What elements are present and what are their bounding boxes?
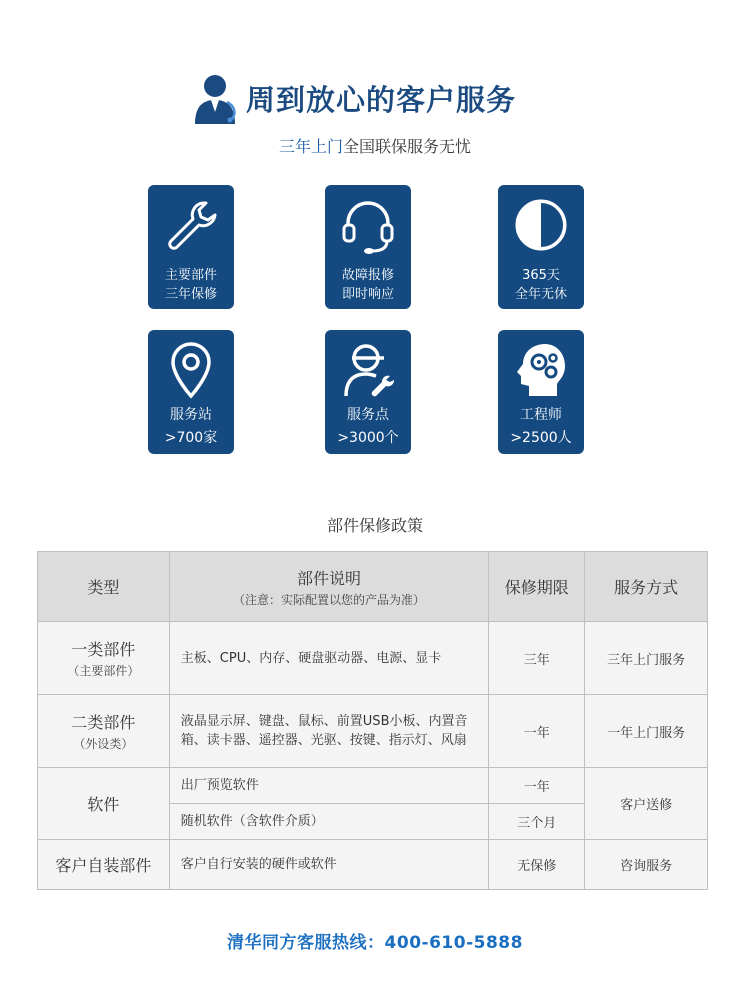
tile-sublabel: 全年无休 bbox=[514, 287, 567, 302]
tile-sublabel: >3000个 bbox=[337, 430, 399, 446]
row-method: 三年上门服务 bbox=[585, 622, 708, 695]
tile-label: 服务点 bbox=[347, 407, 389, 423]
page-header bbox=[0, 70, 750, 130]
headset-icon bbox=[338, 195, 398, 255]
half-circle-icon bbox=[511, 195, 571, 255]
page-title: 周到放心的客户服务 bbox=[246, 83, 517, 117]
tile-sublabel: 三年保修 bbox=[164, 287, 217, 302]
tile-sublabel: >700家 bbox=[164, 430, 218, 446]
page-subtitle bbox=[0, 134, 750, 157]
service-tile-engineers bbox=[498, 330, 584, 454]
row-type bbox=[38, 695, 170, 768]
header-method: 服务方式 bbox=[585, 552, 708, 622]
row-period: 三年 bbox=[489, 622, 585, 695]
row-method: 客户送修 bbox=[585, 768, 708, 840]
table-row bbox=[38, 840, 708, 890]
engineer-head-gears-icon bbox=[511, 340, 571, 400]
table-row bbox=[38, 622, 708, 695]
service-hotline: 清华同方客服热线：400-610-5888 bbox=[227, 933, 523, 953]
row-period: 三个月 bbox=[489, 804, 585, 840]
row-desc: 随机软件（含软件介质） bbox=[169, 804, 489, 840]
tile-label: 主要部件 bbox=[164, 268, 217, 283]
row-desc: 客户自行安装的硬件或软件 bbox=[169, 840, 489, 890]
row-method: 一年上门服务 bbox=[585, 695, 708, 768]
service-tile-points bbox=[325, 330, 411, 454]
row-type: 软件 bbox=[38, 768, 170, 840]
header-type: 类型 bbox=[38, 552, 170, 622]
row-type-label: 一类部件 bbox=[71, 640, 136, 659]
table-row bbox=[38, 768, 708, 804]
row-type-note: （外设类） bbox=[73, 737, 134, 751]
row-type bbox=[38, 622, 170, 695]
service-tile-warranty bbox=[148, 185, 234, 309]
row-type: 客户自装部件 bbox=[38, 840, 170, 890]
subtitle-highlight: 三年上门 bbox=[278, 137, 343, 156]
row-period: 一年 bbox=[489, 768, 585, 804]
row-type-label: 二类部件 bbox=[71, 713, 136, 732]
row-period: 无保修 bbox=[489, 840, 585, 890]
row-method: 咨询服务 bbox=[585, 840, 708, 890]
row-period: 一年 bbox=[489, 695, 585, 768]
policy-title: 部件保修政策 bbox=[326, 516, 423, 535]
customer-service-person-icon bbox=[191, 72, 239, 126]
header-desc bbox=[169, 552, 489, 622]
warranty-policy-table bbox=[37, 551, 708, 890]
tile-sublabel: 即时响应 bbox=[341, 287, 394, 302]
row-desc: 主板、CPU、内存、硬盘驱动器、电源、显卡 bbox=[169, 622, 489, 695]
service-tile-stations bbox=[148, 330, 234, 454]
tile-label: 服务站 bbox=[170, 407, 212, 423]
row-type-note: （主要部件） bbox=[67, 664, 140, 678]
tile-label: 故障报修 bbox=[341, 268, 394, 283]
row-desc: 液晶显示屏、键盘、鼠标、前置USB小板、内置音箱、读卡器、遥控器、光驱、按键、指示灯、风扇 bbox=[169, 695, 489, 768]
tile-label: 365天 bbox=[522, 268, 560, 283]
location-pin-icon bbox=[161, 340, 221, 400]
tile-sublabel: >2500人 bbox=[510, 430, 572, 446]
subtitle-text: 全国联保服务无忧 bbox=[343, 137, 472, 156]
table-header-row bbox=[38, 552, 708, 622]
header-desc-note: （注意：实际配置以您的产品为准） bbox=[233, 592, 426, 607]
table-row bbox=[38, 695, 708, 768]
technician-icon bbox=[338, 340, 398, 400]
wrench-icon bbox=[161, 195, 221, 255]
header-desc-label: 部件说明 bbox=[297, 568, 362, 588]
service-tile-repair bbox=[325, 185, 411, 309]
tile-label: 工程师 bbox=[520, 407, 562, 423]
header-period: 保修期限 bbox=[489, 552, 585, 622]
service-tile-always-on bbox=[498, 185, 584, 309]
row-desc: 出厂预览软件 bbox=[169, 768, 489, 804]
